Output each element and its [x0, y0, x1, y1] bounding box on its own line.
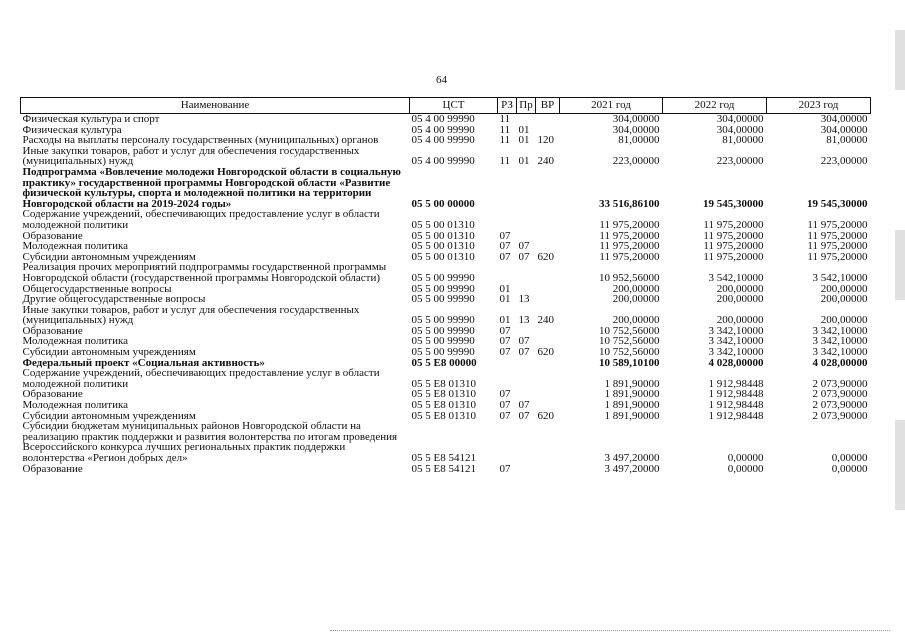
cell-2023: 2 073,90000: [812, 388, 868, 401]
cell-name: Реализация прочих мероприятий подпрограммы государственной программы Новгородской области (государственной программы Новгородской области): [22, 261, 387, 284]
cell-2023: 11 975,20000: [807, 229, 868, 242]
cell-cst: 05 5 00 01310: [411, 250, 475, 263]
cell-2022: 19 545,30000: [703, 197, 764, 210]
cell-cst: 05 5 00 01310: [411, 218, 475, 231]
table-row: [21, 464, 871, 475]
cell-2021: 1 891,90000: [604, 388, 660, 401]
cell-name: Субсидии автономным учреждениям: [22, 409, 196, 422]
cell-name: Субсидии автономным учреждениям: [22, 250, 196, 263]
cell-name: Расходы на выплаты персоналу государственных (муниципальных) органов: [22, 134, 379, 147]
table-row: [21, 305, 871, 326]
cell-pr: 01: [518, 155, 530, 168]
cell-2022: 1 912,98448: [708, 388, 764, 401]
cell-2021: 11 975,20000: [599, 218, 660, 231]
header-name: Наименование: [21, 98, 410, 114]
cell-name: Субсидии автономным учреждениям: [22, 346, 196, 359]
cell-2021: 10 752,56000: [599, 324, 660, 337]
cell-pr: [517, 209, 536, 230]
cell-rz: [498, 262, 517, 283]
cell-2021: 1 891,90000: [604, 409, 660, 422]
cell-rz: 01: [499, 282, 511, 295]
header-vr: ВР: [536, 98, 560, 114]
cell-rz: 07: [499, 462, 511, 475]
scan-bottom-noise: [330, 630, 890, 632]
cell-cst: 05 5 00 00000: [411, 197, 475, 210]
cell-2022: 1 912,98448: [708, 399, 764, 412]
table-body: [21, 114, 871, 475]
cell-2023: 223,00000: [820, 155, 868, 168]
cell-cst: 05 5 00 99990: [411, 293, 475, 306]
cell-2021: 11 975,20000: [599, 229, 660, 242]
cell-2022: 11 975,20000: [703, 240, 764, 253]
header-2021: 2021 год: [560, 98, 663, 114]
cell-name: Физическая культура и спорт: [22, 113, 160, 125]
cell-vr: [536, 231, 560, 242]
cell-vr: [536, 284, 560, 295]
header-cst: ЦСТ: [410, 98, 498, 114]
cell-2022: 200,00000: [716, 314, 764, 327]
cell-pr: [517, 167, 536, 209]
cell-rz: 07: [499, 409, 511, 422]
cell-2022: 81,00000: [722, 134, 764, 147]
cell-vr: [536, 326, 560, 337]
cell-2021: 1 891,90000: [604, 377, 660, 390]
cell-cst: 05 5 00 99990: [411, 271, 475, 284]
cell-vr: [536, 262, 560, 283]
cell-2023: 19 545,30000: [807, 197, 868, 210]
table-header-row: [21, 98, 871, 114]
cell-2021: 200,00000: [612, 314, 660, 327]
cell-rz: 11: [499, 155, 511, 168]
cell-2023: 81,00000: [826, 134, 868, 147]
cell-vr: 240: [537, 155, 554, 168]
table-row: [21, 209, 871, 230]
table-row: [21, 421, 871, 463]
cell-2021: 81,00000: [618, 134, 660, 147]
table-row: [21, 146, 871, 167]
cell-2023: 200,00000: [820, 293, 868, 306]
cell-2022: 11 975,20000: [703, 218, 764, 231]
cell-rz: 11: [499, 113, 511, 125]
header-rz: РЗ: [498, 98, 517, 114]
cell-cst: 05 5 00 99990: [411, 324, 475, 337]
cell-name: Образование: [22, 324, 83, 337]
cell-pr: 07: [518, 399, 530, 412]
cell-2022: 1 912,98448: [708, 377, 764, 390]
cell-vr: [536, 368, 560, 389]
cell-vr: 620: [537, 250, 554, 263]
cell-2022: 11 975,20000: [703, 229, 764, 242]
cell-cst: 05 4 00 99990: [411, 123, 475, 136]
cell-cst: 05 5 00 99990: [411, 282, 475, 295]
cell-rz: [498, 209, 517, 230]
cell-rz: 07: [499, 346, 511, 359]
cell-2023: 11 975,20000: [807, 240, 868, 253]
cell-rz: 07: [499, 335, 511, 348]
cell-pr: 13: [518, 293, 530, 306]
cell-cst: 05 5 00 01310: [411, 240, 475, 253]
cell-rz: 01: [499, 293, 511, 306]
cell-rz: 07: [499, 388, 511, 401]
cell-rz: [498, 421, 517, 463]
cell-2022: 0,00000: [727, 452, 764, 464]
cell-name: Другие общегосударственные вопросы: [22, 293, 206, 306]
cell-pr: [517, 114, 536, 125]
cell-2022: 11 975,20000: [703, 250, 764, 263]
cell-name: Содержание учреждений, обеспечивающих предоставление услуг в области молодежной политики: [22, 208, 380, 231]
cell-2021: 223,00000: [612, 155, 660, 168]
cell-2023: 11 975,20000: [807, 218, 868, 231]
cell-pr: [517, 262, 536, 283]
cell-2021: 10 752,56000: [599, 335, 660, 348]
cell-pr: [517, 421, 536, 463]
cell-2023: 2 073,90000: [812, 409, 868, 422]
cell-2023: 200,00000: [820, 314, 868, 327]
cell-pr: [517, 464, 536, 475]
cell-cst: 05 4 00 99990: [411, 113, 475, 125]
cell-name: Молодежная политика: [22, 399, 129, 412]
cell-vr: [536, 389, 560, 400]
cell-2021: 304,00000: [612, 123, 660, 136]
cell-2021: 10 589,10100: [599, 356, 660, 369]
cell-2021: 3 497,20000: [604, 462, 660, 475]
cell-2023: 304,00000: [820, 123, 868, 136]
cell-cst: 05 5 E8 54121: [411, 462, 476, 475]
cell-vr: [536, 358, 560, 369]
cell-2021: 1 891,90000: [604, 399, 660, 412]
cell-vr: [536, 209, 560, 230]
table-row: [21, 167, 871, 209]
cell-cst: 05 4 00 99990: [411, 134, 475, 147]
cell-rz: 11: [499, 134, 511, 147]
cell-2022: 223,00000: [716, 155, 764, 168]
cell-rz: 01: [499, 314, 511, 327]
cell-pr: 07: [518, 346, 530, 359]
cell-2022: 4 028,00000: [708, 356, 764, 369]
cell-cst: 05 5 00 01310: [411, 229, 475, 242]
cell-rz: [498, 358, 517, 369]
cell-2022: 304,00000: [716, 123, 764, 136]
cell-2023: 3 342,10000: [812, 346, 868, 359]
cell-rz: 07: [499, 229, 511, 242]
cell-2021: 10 752,56000: [599, 346, 660, 359]
cell-name: Физическая культура: [22, 123, 122, 136]
cell-vr: [536, 464, 560, 475]
cell-pr: 01: [518, 123, 530, 136]
cell-name: Иные закупки товаров, работ и услуг для обеспечения государственных (муниципальных) нужд: [22, 144, 360, 168]
cell-name: Образование: [22, 462, 83, 475]
cell-2023: 3 342,10000: [812, 335, 868, 348]
cell-2022: 304,00000: [716, 113, 764, 125]
cell-2022: 3 542,10000: [708, 271, 764, 284]
cell-cst: 05 5 E8 01310: [411, 399, 476, 412]
cell-vr: 620: [537, 409, 554, 422]
cell-vr: [536, 421, 560, 463]
cell-vr: [536, 167, 560, 209]
cell-pr: [517, 368, 536, 389]
cell-2022: 3 342,10000: [708, 346, 764, 359]
cell-vr: 620: [537, 346, 554, 359]
cell-cst: 05 5 E8 00000: [411, 356, 477, 369]
cell-2023: 2 073,90000: [812, 399, 868, 412]
cell-vr: 240: [537, 314, 554, 327]
cell-cst: 05 5 E8 54121: [411, 452, 476, 464]
cell-cst: 05 5 00 99990: [411, 346, 475, 359]
scan-edge-mark: [895, 230, 905, 300]
cell-name: Образование: [22, 229, 83, 242]
budget-table: [20, 97, 871, 474]
table-row: [21, 114, 871, 125]
cell-name: Содержание учреждений, обеспечивающих предоставление услуг в области молодежной политики: [22, 367, 380, 390]
cell-2023: 304,00000: [820, 113, 868, 125]
cell-pr: [517, 358, 536, 369]
cell-pr: 13: [518, 314, 530, 327]
cell-vr: [536, 294, 560, 305]
cell-pr: 01: [518, 134, 530, 147]
cell-2021: 200,00000: [612, 293, 660, 306]
cell-2022: 200,00000: [716, 282, 764, 295]
cell-2023: 0,00000: [831, 462, 868, 475]
cell-name: Общегосударственные вопросы: [22, 282, 172, 295]
scan-edge-mark: [895, 420, 905, 510]
cell-pr: 07: [518, 409, 530, 422]
cell-2021: 10 952,56000: [599, 271, 660, 284]
cell-name: Молодежная политика: [22, 240, 129, 253]
cell-name: Образование: [22, 388, 83, 401]
cell-2023: 3 542,10000: [812, 271, 868, 284]
cell-2023: 2 073,90000: [812, 377, 868, 390]
cell-name: Подпрограмма «Вовлечение молодежи Новгородской области в социальную практику» государственной программы Новгородской области «Развитие физической культуры, спорта и молодежной политики на территории Новгородской области на 2019-2024 годы»: [22, 165, 401, 210]
cell-vr: [536, 114, 560, 125]
cell-rz: 07: [499, 240, 511, 253]
page-number: 64: [436, 74, 447, 86]
cell-cst: 05 5 E8 01310: [411, 377, 476, 390]
header-2022: 2022 год: [663, 98, 767, 114]
cell-cst: 05 4 00 99990: [411, 155, 475, 168]
cell-rz: [498, 368, 517, 389]
cell-rz: 07: [499, 250, 511, 263]
cell-pr: 07: [518, 240, 530, 253]
cell-name: Молодежная политика: [22, 335, 129, 348]
cell-pr: 07: [518, 250, 530, 263]
cell-name: Федеральный проект «Социальная активность»: [22, 356, 265, 369]
cell-rz: 11: [499, 123, 511, 136]
cell-2021: 3 497,20000: [604, 452, 660, 464]
cell-rz: [498, 167, 517, 209]
cell-name: Иные закупки товаров, работ и услуг для обеспечения государственных (муниципальных) нужд: [22, 303, 360, 327]
cell-cst: 05 5 00 99990: [411, 335, 475, 348]
table-row: [21, 368, 871, 389]
cell-2021: 33 516,86100: [599, 197, 660, 210]
cell-2023: 200,00000: [820, 282, 868, 295]
header-pr: Пр: [517, 98, 536, 114]
cell-cst: 05 5 E8 01310: [411, 409, 476, 422]
cell-vr: 120: [537, 134, 554, 147]
cell-2021: 11 975,20000: [599, 250, 660, 263]
table-row: [21, 262, 871, 283]
cell-2021: 304,00000: [612, 113, 660, 125]
cell-pr: 07: [518, 335, 530, 348]
cell-2022: 3 342,10000: [708, 335, 764, 348]
cell-rz: 07: [499, 324, 511, 337]
cell-cst: 05 5 00 99990: [411, 314, 475, 327]
cell-2022: 200,00000: [716, 293, 764, 306]
cell-2023: 11 975,20000: [807, 250, 868, 263]
cell-2023: 0,00000: [831, 452, 868, 464]
cell-2022: 0,00000: [727, 462, 764, 475]
header-2023: 2023 год: [767, 98, 871, 114]
cell-2021: 200,00000: [612, 282, 660, 295]
cell-cst: 05 5 E8 01310: [411, 388, 476, 401]
scan-edge-mark: [895, 30, 905, 90]
cell-2022: 3 342,10000: [708, 324, 764, 337]
cell-2023: 3 342,10000: [812, 324, 868, 337]
cell-rz: 07: [499, 399, 511, 412]
cell-2022: 1 912,98448: [708, 409, 764, 422]
cell-2021: 11 975,20000: [599, 240, 660, 253]
cell-2023: 4 028,00000: [812, 356, 868, 369]
cell-name: Субсидии бюджетам муниципальных районов Новгородской области на реализацию практик поддержки и развития волонтерства по итогам проведения Всероссийского конкурса лучших региональных практик поддержки волонтерства «Регион добрых дел»: [22, 420, 398, 464]
